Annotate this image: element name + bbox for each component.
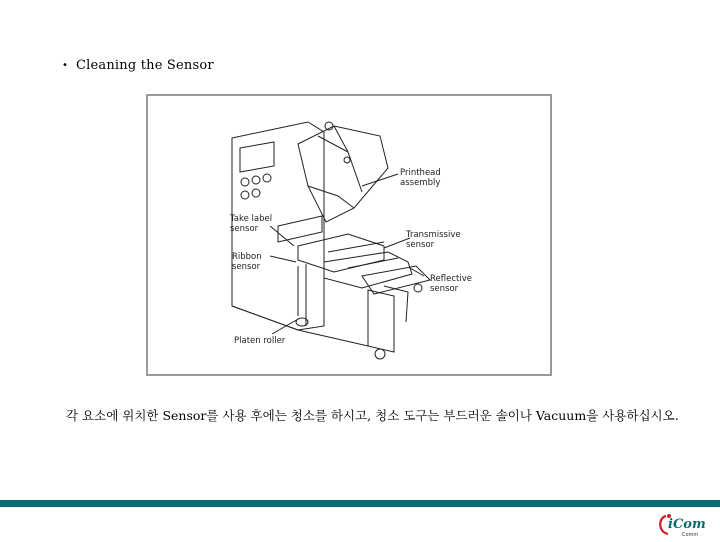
bullet-icon: •	[62, 60, 69, 71]
callout-reflective	[430, 274, 472, 294]
footer-bar	[0, 500, 720, 507]
callout-ribbon	[232, 252, 262, 272]
callout-ribbon-line2: sensor	[232, 262, 261, 272]
callout-platen: Platen roller	[234, 336, 286, 346]
callout-printhead	[400, 168, 441, 188]
callout-printhead-line2: assembly	[400, 178, 441, 188]
slide-title	[62, 58, 214, 73]
printer-diagram	[146, 94, 552, 376]
callout-reflective-line2: sensor	[430, 284, 459, 294]
slide-title-text: Cleaning the Sensor	[76, 58, 214, 73]
callout-printhead-line1: Printhead	[400, 168, 441, 178]
callout-take-label-line1: Take label	[230, 214, 273, 224]
callout-take-label	[230, 214, 272, 234]
callout-transmissive-line2: sensor	[406, 240, 435, 250]
callout-take-label-line2: sensor	[230, 224, 259, 234]
callout-ribbon-line1: Ribbon	[232, 252, 262, 262]
callout-reflective-line1: Reflective	[430, 274, 472, 284]
slide-body-text: 각 요소에 위치한 Sensor를 사용 후에는 청소를 하시고, 청소 도구는 부드러운 솔이나 Vacuum을 사용하십시오.	[66, 408, 679, 423]
svg-text:Comm: Comm	[682, 532, 699, 538]
callout-transmissive-line1: Transmissive	[406, 230, 461, 240]
printer-illustration	[148, 96, 550, 374]
company-logo	[656, 510, 712, 538]
callout-transmissive	[406, 230, 461, 250]
svg-text:iCom: iCom	[668, 517, 706, 532]
